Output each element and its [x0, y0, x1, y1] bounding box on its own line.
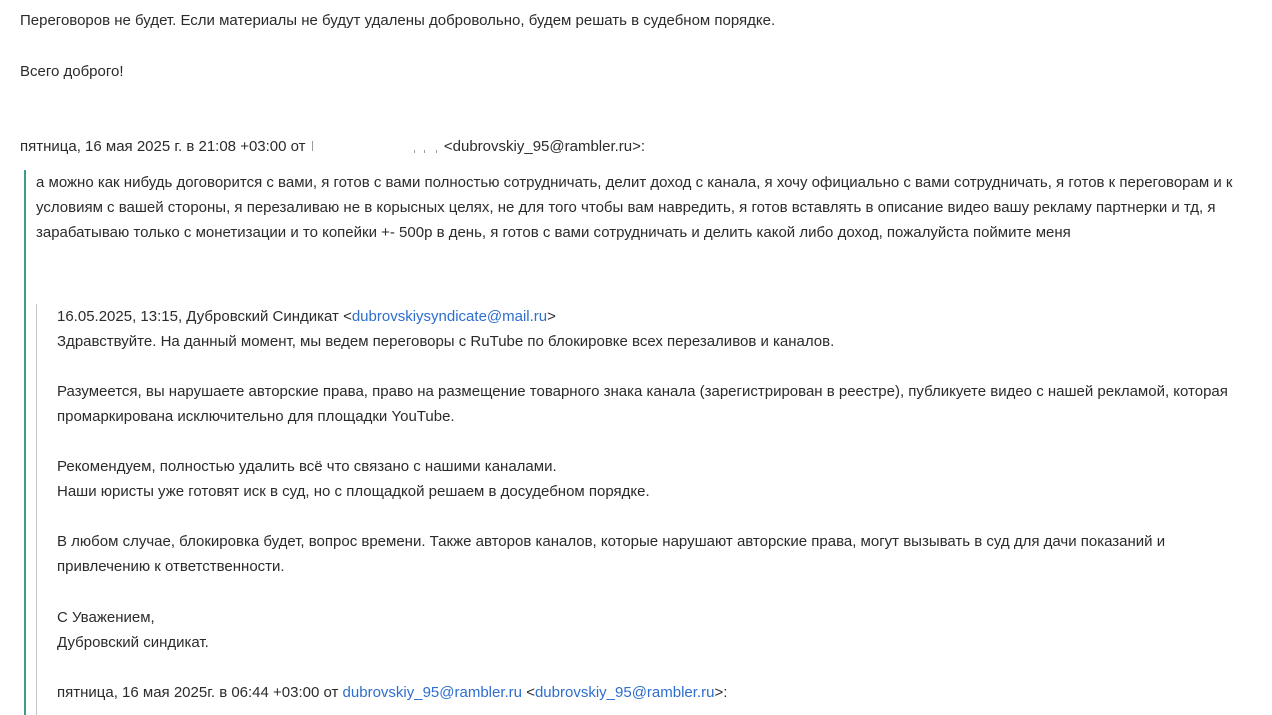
quote-2-footer-prefix: пятница, 16 мая 2025г. в 06:44 +03:00 от [57, 684, 343, 701]
quote-2-p4-line-2: привлечению к ответственности. [57, 558, 285, 575]
inner-quote-bar [36, 304, 37, 715]
message-line-1: Переговоров не будет. Если материалы не будут удалены добровольно, будем решать в судебном порядке. [20, 12, 776, 29]
quote-2-footer-mid: < [522, 684, 535, 701]
quote-2-header-prefix: 16.05.2025, 13:15, Дубровский Синдикат < [57, 308, 352, 325]
message-closing: Всего доброго! [20, 63, 124, 80]
quote-2-p2-line-1: Разумеется, вы нарушаете авторские права, право на размещение товарного знака канала (зарегистрирован в реестре), публикуете видео с нашей рекламой, которая [57, 383, 1228, 400]
quote-2-p4-line-1: В любом случае, блокировка будет, вопрос времени. Также авторов каналов, которые нарушают авторские права, могут вызывать в суд для дачи показаний и [57, 533, 1166, 550]
outer-quote-bar [24, 170, 26, 715]
footer-email-link-1[interactable]: dubrovskiy_95@rambler.ru [342, 684, 523, 701]
quote-2-header-suffix: > [547, 308, 556, 325]
quote-1-line-2: условиям с вашей стороны, я перезаливаю не в корысных целях, не для того чтобы вам навредить, я готов вставлять в описание видео вашу рекламу партнерки и тд, я [36, 199, 1216, 216]
quote-header-1 [20, 134, 645, 159]
quote-2-p2-line-2: промаркирована исключительно для площадки YouTube. [57, 408, 455, 425]
quote-1-line-1: а можно как нибудь договорится с вами, я готов с вами полностью сотрудничать, делит доход с канала, я хочу официально с вами сотрудничать, я готов к переговорам и к [36, 174, 1233, 191]
quote-2-greeting: Здравствуйте. На данный момент, мы ведем переговоры с RuTube по блокировке всех перезаливов и каналов. [57, 333, 835, 350]
quote-1-line-3: зарабатываю только с монетизации и то копейки +- 500р в день, я готов с вами сотрудничать и делить какой либо доход, пожалуйста поймите меня [36, 224, 1071, 241]
quote-header-1-date: пятница, 16 мая 2025 г. в 21:08 +03:00 от [20, 138, 310, 155]
redacted-sender-name [310, 139, 440, 153]
quote-2-signature-line-1: С Уважением, [57, 609, 155, 626]
footer-email-link-2[interactable]: dubrovskiy_95@rambler.ru [534, 684, 715, 701]
quote-2-footer-suffix: >: [714, 684, 728, 701]
sender-email-link[interactable]: dubrovskiysyndicate@mail.ru [351, 308, 548, 325]
quote-header-1-email-open: < [439, 138, 453, 155]
quote-2-signature-line-2: Дубровский синдикат. [57, 634, 209, 651]
quote-header-1-email: dubrovskiy_95@rambler.ru [452, 138, 633, 155]
quote-2-footer-header [57, 680, 727, 705]
quote-2-header [57, 304, 556, 329]
quote-2-p3-line-2: Наши юристы уже готовят иск в суд, но с площадкой решаем в досудебном порядке. [57, 483, 650, 500]
quote-2-p3-line-1: Рекомендуем, полностью удалить всё что связано с нашими каналами. [57, 458, 557, 475]
quote-header-1-email-close: >: [632, 138, 646, 155]
